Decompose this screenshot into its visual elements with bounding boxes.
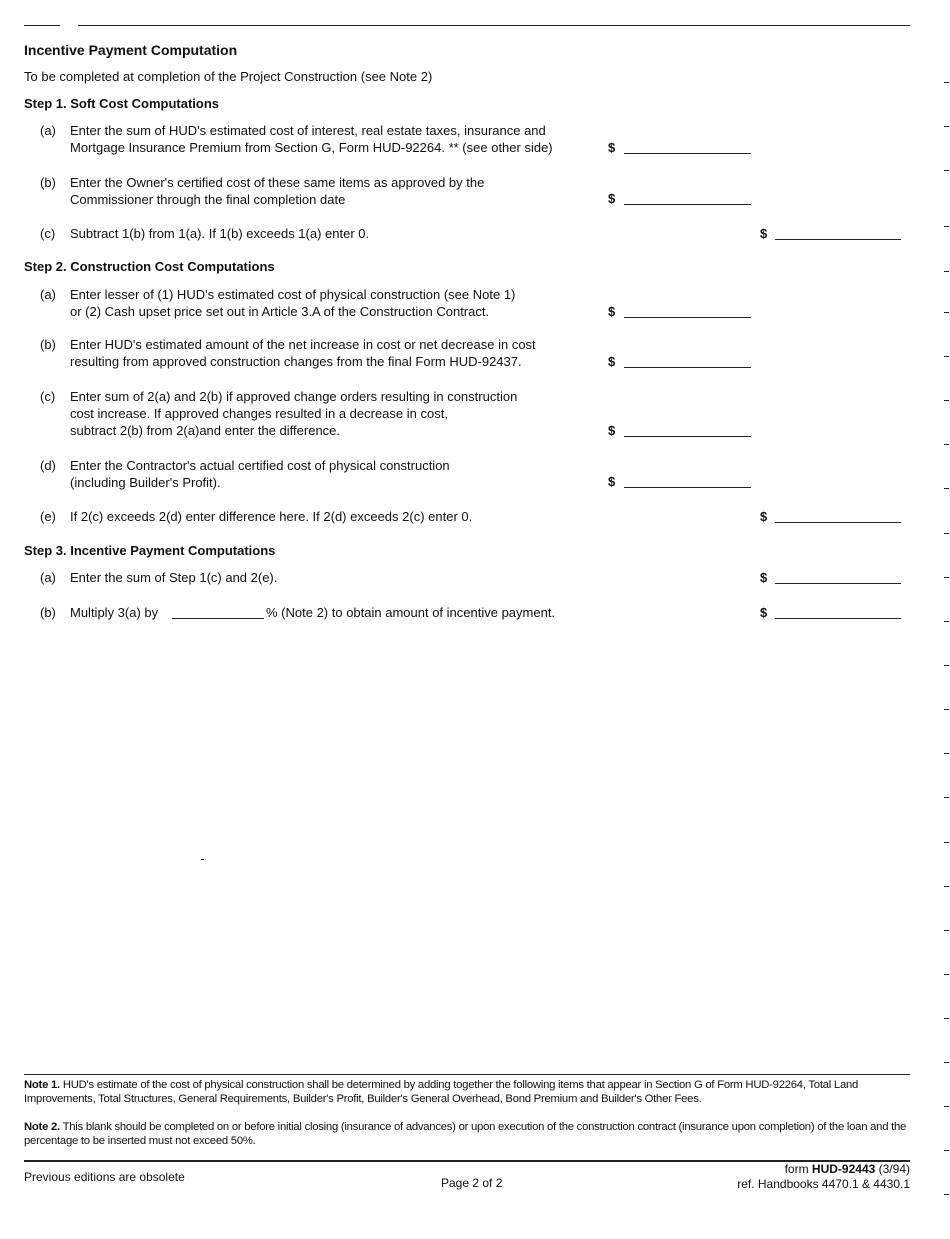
footer-page-number: Page 2 of 2 xyxy=(441,1176,503,1190)
step3a-label: (a) xyxy=(40,570,56,585)
step1c-total-field[interactable] xyxy=(775,239,901,240)
step2d-text-line2: (including Builder's Profit). xyxy=(70,475,221,490)
step2e-dollar: $ xyxy=(760,509,768,524)
step2d-dollar: $ xyxy=(608,474,616,489)
step2b-text-line2: resulting from approved construction changes from the final Form HUD-92437. xyxy=(70,354,522,369)
step2a-text-line1: Enter lesser of (1) HUD's estimated cost of physical construction (see Note 1) xyxy=(70,287,516,302)
step3b-label: (b) xyxy=(40,605,56,620)
step2a-label: (a) xyxy=(40,287,56,302)
step2c-text-line3: subtract 2(b) from 2(a)and enter the difference. xyxy=(70,423,341,438)
step2c-dollar: $ xyxy=(608,423,616,438)
step2c-text-line1: Enter sum of 2(a) and 2(b) if approved change orders resulting in construction xyxy=(70,389,518,404)
step3b-dollar: $ xyxy=(760,605,768,620)
step2d-label: (d) xyxy=(40,458,56,473)
note-2 xyxy=(24,1120,914,1148)
note-2-text: This blank should be completed on or before initial closing (insurance of advances) or upon execution of the construction contract (insurance upon completion) of the loan and the percentage to be inserted must not exceed 50%. xyxy=(24,1121,907,1147)
step3-heading: Step 3. Incentive Payment Computations xyxy=(24,543,276,558)
step2d-amount-field[interactable] xyxy=(624,487,751,488)
step2a-text-line2: or (2) Cash upset price set out in Article 3.A of the Construction Contract. xyxy=(70,304,490,319)
step1b-amount-field[interactable] xyxy=(624,204,751,205)
note-1 xyxy=(24,1078,914,1106)
step2a-amount-field[interactable] xyxy=(624,317,751,318)
footer-form-prefix: form xyxy=(784,1162,809,1176)
step2b-text-line1: Enter HUD's estimated amount of the net increase in cost or net decrease in cost xyxy=(70,337,536,352)
step1c-text: Subtract 1(b) from 1(a). If 1(b) exceeds 1(a) enter 0. xyxy=(70,226,370,241)
step3a-text: Enter the sum of Step 1(c) and 2(e). xyxy=(70,570,278,585)
step3b-text-before: Multiply 3(a) by xyxy=(70,605,159,620)
step1b-text-line2: Commissioner through the final completion date xyxy=(70,192,346,207)
step2a-dollar: $ xyxy=(608,304,616,319)
notes-rule xyxy=(24,1074,910,1075)
intro-text: To be completed at completion of the Project Construction (see Note 2) xyxy=(24,69,433,84)
step2b-dollar: $ xyxy=(608,354,616,369)
step1b-dollar: $ xyxy=(608,191,616,206)
step2-heading: Step 2. Construction Cost Computations xyxy=(24,259,275,274)
footer-reference: ref. Handbooks 4470.1 & 4430.1 xyxy=(737,1177,910,1191)
margin-ticks xyxy=(944,0,950,1239)
step1c-dollar: $ xyxy=(760,226,768,241)
step1c-label: (c) xyxy=(40,226,56,241)
step1a-amount-field[interactable] xyxy=(624,153,751,154)
step3b-total-field[interactable] xyxy=(775,618,901,619)
step2c-text-line2: cost increase. If approved changes resulted in a decrease in cost, xyxy=(70,406,448,421)
section-title: Incentive Payment Computation xyxy=(24,42,238,58)
step2e-text: If 2(c) exceeds 2(d) enter difference here. If 2(d) exceeds 2(c) enter 0. xyxy=(70,509,473,524)
step3a-total-field[interactable] xyxy=(775,583,901,584)
step3b-text-after: % (Note 2) to obtain amount of incentive payment. xyxy=(266,605,556,620)
footer-rule xyxy=(24,1160,910,1162)
step1a-dollar: $ xyxy=(608,140,616,155)
stray-mark xyxy=(201,859,204,860)
step2c-amount-field[interactable] xyxy=(624,436,751,437)
step1b-text-line1: Enter the Owner's certified cost of these same items as approved by the xyxy=(70,175,485,190)
step2e-total-field[interactable] xyxy=(775,522,901,523)
note-2-label: Note 2. xyxy=(24,1121,60,1133)
step2c-label: (c) xyxy=(40,389,56,404)
step2b-amount-field[interactable] xyxy=(624,367,751,368)
step1b-label: (b) xyxy=(40,175,56,190)
step1a-text-line1: Enter the sum of HUD's estimated cost of interest, real estate taxes, insurance and xyxy=(70,123,546,138)
step3b-percentage-field[interactable] xyxy=(172,618,264,619)
step2d-text-line1: Enter the Contractor's actual certified cost of physical construction xyxy=(70,458,450,473)
footer-form-number: HUD-92443 xyxy=(811,1162,876,1176)
step1-heading: Step 1. Soft Cost Computations xyxy=(24,96,219,111)
footer-obsolete-notice: Previous editions are obsolete xyxy=(24,1170,185,1184)
top-rule-main xyxy=(78,25,910,26)
step2b-label: (b) xyxy=(40,337,56,352)
step2e-label: (e) xyxy=(40,509,56,524)
step1a-text-line2: Mortgage Insurance Premium from Section G, Form HUD-92264. ** (see other side) xyxy=(70,140,553,155)
step3a-dollar: $ xyxy=(760,570,768,585)
note-1-label: Note 1. xyxy=(24,1079,60,1091)
footer-form-date: (3/94) xyxy=(878,1162,910,1176)
step1a-label: (a) xyxy=(40,123,56,138)
footer-form-id xyxy=(785,1161,910,1177)
top-rule-left xyxy=(24,25,60,26)
note-1-text: HUD's estimate of the cost of physical construction shall be determined by adding together the following items that appear in Section G of Form HUD-92264, Total Land Improvements, Total Structures, General Requirements, Builder's Profit, Builder's General Overhead, Bond Premium and Builder's Other Fees. xyxy=(24,1079,859,1105)
